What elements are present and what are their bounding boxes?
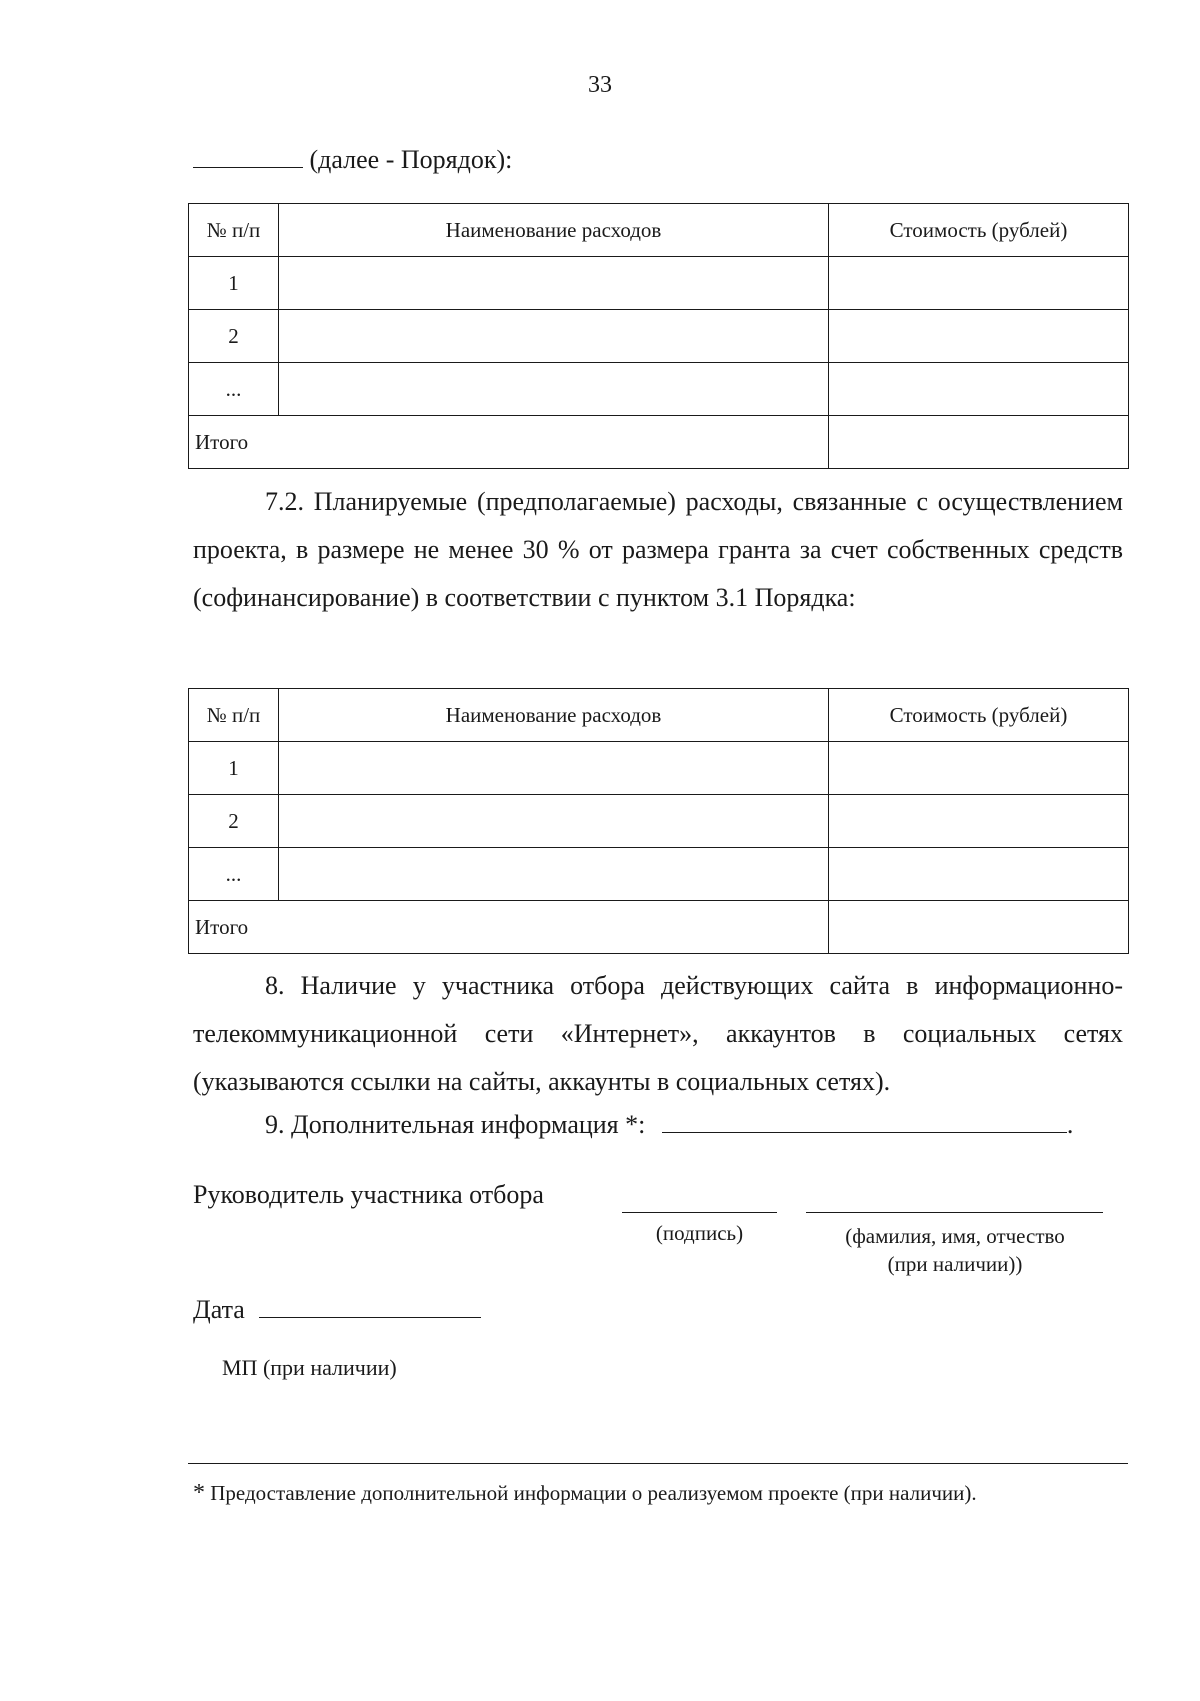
table-row [189,363,1129,416]
row-name-cell [279,310,829,363]
row-num: 2 [189,795,279,848]
stamp-label: МП (при наличии) [222,1355,397,1380]
full-name-blank [806,1190,1103,1213]
table-row [189,795,1129,848]
intro-blank [193,145,303,168]
total-cost-cell [829,901,1129,954]
table-row [189,742,1129,795]
name-caption-line-2: (при наличии)) [887,1252,1023,1276]
page-number: 33 [588,72,612,98]
footnote-text: Предоставление дополнительной информации о реализуемом проекте (при наличии). [210,1481,977,1505]
section-9-label: 9. Дополнительная информация *: [265,1110,646,1139]
row-num: 1 [189,742,279,795]
table-total-row [189,416,1129,469]
row-num: 1 [189,257,279,310]
table-header-row [189,689,1129,742]
signature-blank [622,1190,777,1213]
row-cost-cell [829,310,1129,363]
row-cost-cell [829,363,1129,416]
header-num: № п/п [189,204,279,257]
row-cost-cell [829,742,1129,795]
additional-info-blank [662,1110,1067,1133]
row-cost-cell [829,795,1129,848]
header-cost: Стоимость (рублей) [829,689,1129,742]
date-blank [259,1295,481,1318]
footnote-mark: * [193,1480,205,1506]
table-row [189,257,1129,310]
row-name-cell [279,795,829,848]
header-cost: Стоимость (рублей) [829,204,1129,257]
total-cost-cell [829,416,1129,469]
intro-text: (далее - Порядок): [309,145,513,174]
table-row [189,848,1129,901]
table-total-row [189,901,1129,954]
head-label: Руководитель участника отбора [193,1180,544,1209]
row-name-cell [279,257,829,310]
section-8: 8. Наличие у участника отбора действующих сайта в информационно-телекоммуникационной сети «Интернет», аккаунтов в социальных сетях (указываются ссылки на сайты, аккаунты в социальных сетях). [193,971,1123,1096]
table-row [189,310,1129,363]
signature-caption: (подпись) [655,1221,744,1245]
footnote [193,1480,1123,1507]
header-name: Наименование расходов [279,204,829,257]
date-line [193,1295,481,1325]
table-header-row [189,204,1129,257]
row-cost-cell [829,848,1129,901]
header-name: Наименование расходов [279,689,829,742]
row-num: ... [189,848,279,901]
footnote-divider [188,1463,1128,1464]
row-name-cell [279,363,829,416]
section-7-2: 7.2. Планируемые (предполагаемые) расходы, связанные с осуществлением проекта, в размере не менее 30 % от размера гранта за счет собственных средств (софинансирование) в соответствии с пунктом 3.1 Порядка: [193,487,1123,612]
row-name-cell [279,848,829,901]
row-cost-cell [829,257,1129,310]
total-label: Итого [189,901,829,954]
row-num: 2 [189,310,279,363]
expenses-table-1 [188,203,1129,469]
date-label: Дата [193,1295,245,1324]
row-name-cell [279,742,829,795]
name-caption-line-1: (фамилия, имя, отчество [845,1224,1065,1248]
intro-line [193,145,512,175]
expenses-table-2 [188,688,1129,954]
header-num: № п/п [189,689,279,742]
total-label: Итого [189,416,829,469]
row-num: ... [189,363,279,416]
section-9-end: . [1066,1110,1074,1139]
section-9 [265,1110,1073,1140]
